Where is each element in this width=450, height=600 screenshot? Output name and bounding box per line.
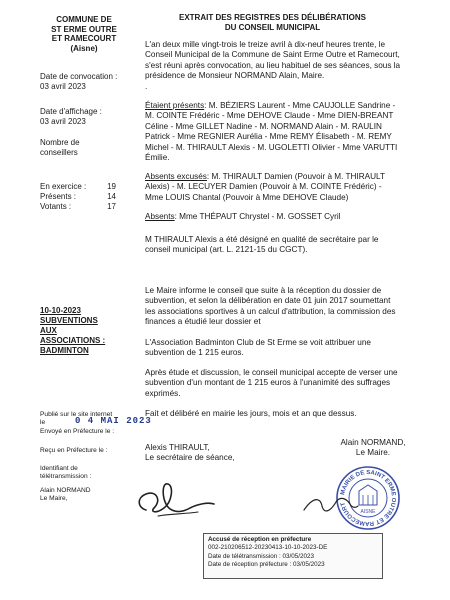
- excuses-label: Absents excusés: [145, 172, 207, 181]
- text-line: M THIRAULT Alexis a été désigné en qualité de secrétaire par le: [145, 235, 379, 244]
- nombre-conseillers: [40, 138, 80, 158]
- text-line: [145, 101, 411, 111]
- receipt-title: Accusé de réception en préfecture: [208, 536, 312, 543]
- document-title: [145, 13, 400, 32]
- prefecture-receipt-box: [203, 533, 383, 579]
- table-row: [40, 202, 120, 212]
- secretaire-signature: [145, 443, 275, 464]
- commune-line: COMMUNE DE: [56, 15, 112, 24]
- votants-value: 17: [107, 202, 116, 211]
- title-line: DU CONSEIL MUNICIPAL: [224, 22, 321, 32]
- text-line: subvention, et selon la délibération en date 01 juin 2017 soumettant: [145, 296, 391, 306]
- presents-label: Présents :: [40, 192, 77, 201]
- text-line: subvention d'un montant de 1 215 euros à l'unanimité des suffrages: [145, 378, 391, 388]
- maire-signature: [323, 438, 423, 459]
- publication-line: Publié sur le site internet: [40, 411, 113, 418]
- publication-stamp-date: 0 4 MAI 2023: [75, 416, 152, 426]
- absents-label: Absents: [145, 212, 175, 221]
- table-row: [40, 192, 120, 202]
- secretaire-paragraph: [145, 235, 411, 256]
- conseillers-table: [40, 182, 120, 212]
- identifiant-line: télétransmission :: [40, 473, 92, 481]
- maire-left-block: [40, 487, 91, 504]
- commune-line: (Aisne): [70, 43, 98, 53]
- presents-paragraph: [145, 101, 411, 163]
- convocation-block: [40, 72, 117, 92]
- seal-ring-text: MAIRIE DE SAINT ERME OUTRE ET RAMECOURT: [340, 469, 397, 527]
- presents-value: 14: [107, 192, 116, 201]
- convocation-date: 03 avril 2023: [40, 82, 86, 91]
- deliberation-p1: [145, 286, 411, 328]
- text-line: Conseil Municipal de la Commune de Saint Erme Outre et Ramecourt,: [145, 50, 400, 60]
- text-line: L'an deux mille vingt-trois le treize avril à dix-neuf heures trente, le: [145, 40, 386, 49]
- handwritten-signature-icon: [128, 478, 218, 520]
- text-line: Céline - Mme GILLET Nadine - M. NORMAND Alain - M. RAULIN: [145, 121, 382, 131]
- text-line: Alexis) - M. LECUYER Damien (Pouvoir à M. COINTE Frédéric) -: [145, 182, 382, 192]
- deliberation-p3: [145, 368, 411, 399]
- secretaire-title: Le secrétaire de séance,: [145, 453, 235, 463]
- fait-deliberation: Fait et délibéré en mairie les jours, mois et an que dessus.: [145, 409, 357, 418]
- text-line: Après étude et discussion, le conseil municipal accepte de verser une: [145, 368, 398, 377]
- text-line: Le Maire informe le conseil que suite à la réception du dossier de: [145, 286, 382, 295]
- presents-text: : M. BÉZIERS Laurent - Mme CAUJOLLE Sandrine -: [204, 101, 396, 110]
- identifiant-line: Identifiant de: [40, 465, 78, 472]
- identifiant-block: [40, 465, 91, 482]
- maire-handwritten-signature-icon: [300, 490, 360, 520]
- receipt-reception-date: Date de réception préfecture : 03/05/2023: [208, 560, 325, 568]
- objet-line: 10-10-2023: [40, 306, 81, 315]
- receipt-id: 002-210206512-20230413-10-10-2023-DE: [208, 544, 328, 552]
- presents-label: Étaient présents: [145, 101, 205, 110]
- convocation-label: Date de convocation :: [40, 72, 118, 81]
- votants-label: Votants :: [40, 202, 72, 211]
- text-line: Mme LOUIS Chantal (Pouvoir à Mme DEHOVE Claude): [145, 192, 349, 202]
- commune-header: [38, 15, 130, 53]
- maire-title: Le Maire.: [355, 448, 391, 458]
- affichage-date: 03 avril 2023: [40, 117, 86, 126]
- text-line: Émilie.: [145, 153, 170, 163]
- excuses-text: : M. THIRAULT Damien (Pouvoir à M. THIRAULT: [206, 172, 385, 181]
- exercice-label: En exercice :: [40, 182, 87, 191]
- maire-name: Alain NORMAND,: [340, 438, 406, 447]
- text-line: finances a étudié leur dossier et: [145, 317, 261, 327]
- text-line: s'est réuni après convocation, au lieu habituel de ses séances, sous la: [145, 60, 401, 70]
- text-line: présidence de Monsieur NORMAND Alain, Maire.: [145, 71, 325, 81]
- affichage-block: [40, 107, 102, 127]
- excuses-paragraph: [145, 172, 411, 203]
- nombre-line: conseillers: [40, 148, 78, 157]
- intro-paragraph: [145, 40, 411, 92]
- objet-line: SUBVENTIONS: [40, 316, 98, 325]
- text-line: exprimés.: [145, 388, 181, 398]
- objet-line: BADMINTON: [40, 346, 89, 355]
- text-line: Patrick - Mme REGNIER Aurélia - Mme REMY Élisabeth - M. REMY: [145, 132, 392, 142]
- exercice-value: 19: [107, 182, 116, 191]
- maire-left-title: Le Maire,: [40, 495, 68, 503]
- objet-block: [40, 306, 135, 356]
- recu-prefecture: Reçu en Préfecture le :: [40, 447, 108, 454]
- text-line: subvention de 1 215 euros.: [145, 348, 244, 358]
- text-line: .: [145, 81, 148, 91]
- text-line: conseil municipal (art. L. 2121-15 du CGCT).: [145, 245, 308, 255]
- text-line: les associations sportives à un calcul d'attribution, la commission des: [145, 306, 396, 316]
- text-line: [145, 212, 411, 222]
- text-line: Michel - M. THIRAULT Alexis - M. UGOLETTI Olivier - Mme VARUTTI: [145, 142, 398, 152]
- seal-center-text: AISNE: [360, 509, 376, 515]
- title-line: EXTRAIT DES REGISTRES DES DÉLIBÉRATIONS: [179, 13, 366, 22]
- publication-le: le: [40, 419, 46, 427]
- text-line: L'Association Badminton Club de St Erme se voit attribuer une: [145, 338, 371, 347]
- commune-line: ET RAMECOURT: [51, 34, 117, 43]
- envoye-prefecture: Envoyé en Préfecture le :: [40, 427, 115, 435]
- deliberation-p2: [145, 338, 411, 359]
- maire-left-name: Alain NORMAND: [40, 487, 91, 494]
- text-line: [145, 172, 411, 182]
- table-row: [40, 182, 120, 192]
- receipt-transmission-date: Date de télétransmission : 03/05/2023: [208, 552, 315, 560]
- nombre-line: Nombre de: [40, 138, 80, 147]
- objet-line: AUX: [40, 326, 57, 335]
- affichage-label: Date d'affichage :: [40, 107, 102, 116]
- text-line: M. COINTE Frédéric - Mme DEHOVE Claude - Mme DIEN-BREANT: [145, 111, 394, 121]
- objet-line: ASSOCIATIONS :: [40, 336, 106, 345]
- secretaire-name: Alexis THIRAULT,: [145, 443, 210, 452]
- absents-paragraph: [145, 212, 411, 222]
- commune-line: ST ERME OUTRE: [51, 24, 117, 34]
- absents-text: : Mme THÉPAUT Chrystel - M. GOSSET Cyril: [174, 212, 341, 221]
